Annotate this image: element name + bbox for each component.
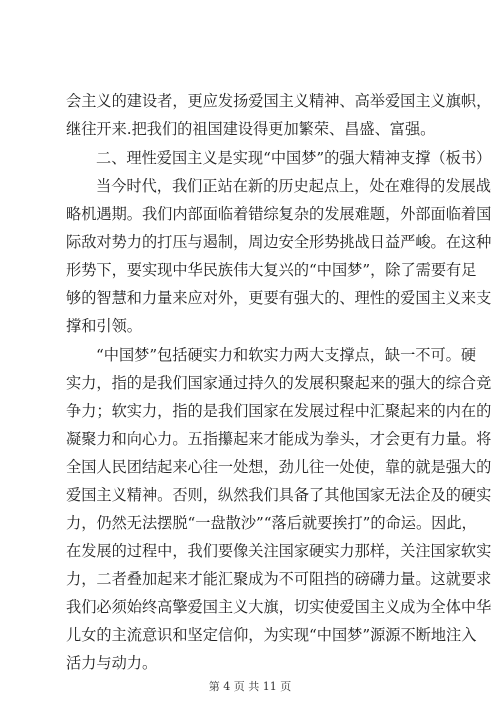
paragraph-line: 儿女的主流意识和坚定信仰，为实现“中国梦”源源不断地注入 [66,626,477,644]
page-footer: 第 4 页 共 11 页 [208,680,292,693]
paragraph-line: 爱国主义精神。否则，纵然我们具备了其他国家无法企及的硬实 [66,486,492,504]
paragraph-line: 撑和引领。 [66,317,142,335]
paragraph-line: “中国梦”包括硬实力和软实力两大支撑点，缺一不可。硬 [96,346,477,364]
paragraph-line: 力，仍然无法摆脱“一盘散沙”“落后就要挨打”的命运。因此， [66,514,477,532]
paragraph-line: 在发展的过程中，我们要像关注国家硬实力那样，关注国家软实 [66,542,492,560]
paragraph-line: 活力与动力。 [66,654,158,672]
paragraph-line: 全国人民团结起来心往一处想，劲儿往一处使，靠的就是强大的 [66,458,492,476]
section-heading: 二、理性爱国主义是实现“中国梦”的强大精神支撑（板书） [96,149,492,167]
paragraph-line: 际敌对势力的打压与遏制，周边安全形势挑战日益严峻。在这种 [66,233,492,251]
paragraph-line: 力，二者叠加起来才能汇聚成为不可阻挡的磅礴力量。这就要求 [66,570,492,588]
paragraph-line: 实力，指的是我们国家通过持久的发展积聚起来的强大的综合竞 [66,374,492,392]
paragraph-line: 当今时代，我们正站在新的历史起点上，处在难得的发展战 [96,177,491,195]
paragraph-line: 够的智慧和力量来应对外，更要有强大的、理性的爱国主义来支 [66,289,492,307]
paragraph-line: 继往开来.把我们的祖国建设得更加繁荣、昌盛、富强。 [66,120,436,138]
paragraph-line: 争力；软实力，指的是我们国家在发展过程中汇聚起来的内在的 [66,402,492,420]
paragraph-line: 凝聚力和向心力。五指攥起来才能成为拳头，才会更有力量。将 [66,430,492,448]
paragraph-line: 我们必须始终高擎爱国主义大旗，切实使爱国主义成为全体中华 [66,598,492,616]
paragraph-line: 形势下，要实现中华民族伟大复兴的“中国梦”，除了需要有足 [66,261,477,279]
paragraph-line: 会主义的建设者，更应发扬爱国主义精神、高举爱国主义旗帜， [66,92,492,110]
paragraph-line: 略机遇期。我们内部面临着错综复杂的发展难题，外部面临着国 [66,205,492,223]
